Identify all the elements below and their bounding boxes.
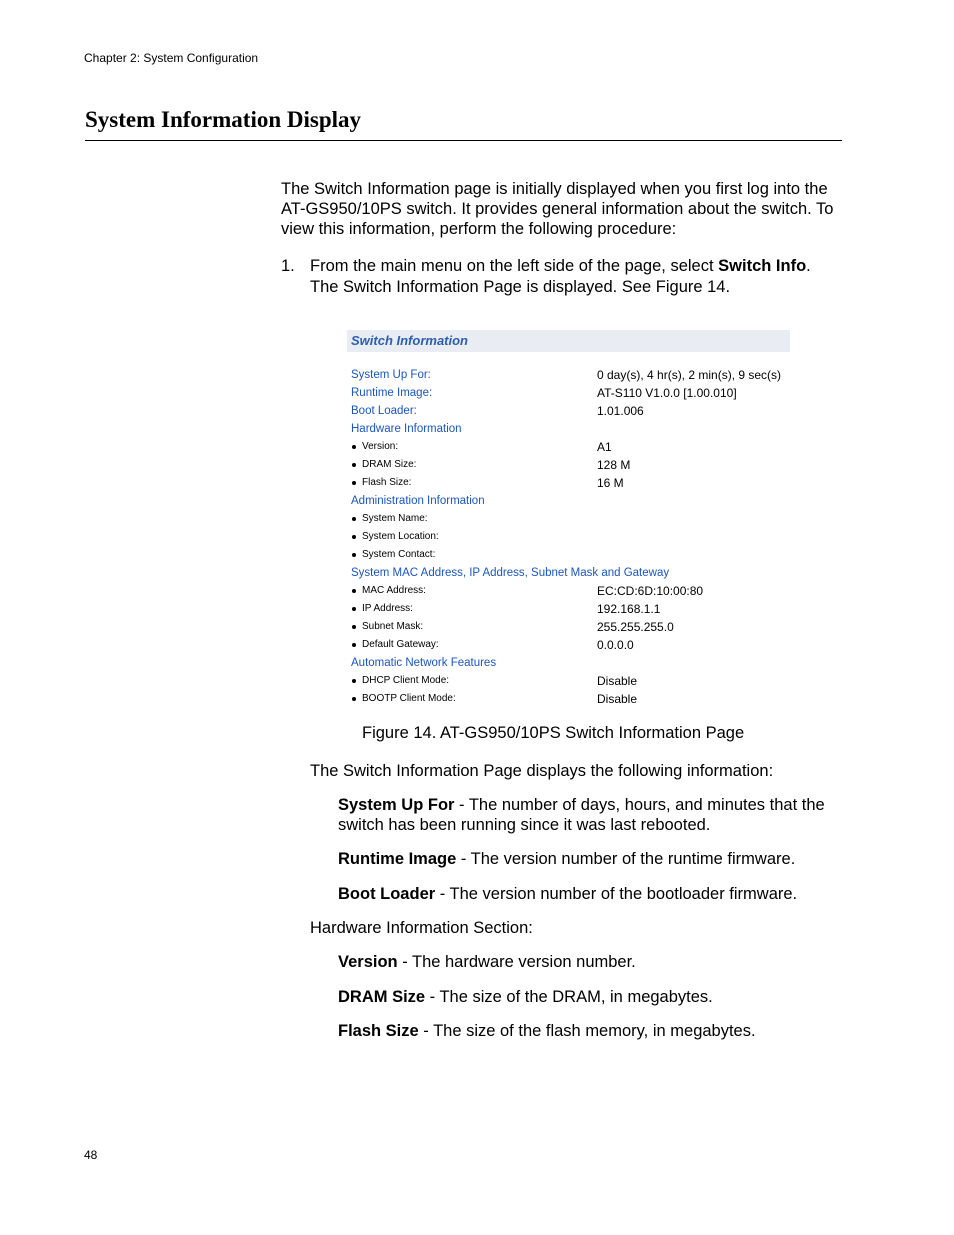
figure-value: Disable [597, 692, 638, 706]
page-number: 48 [84, 1148, 98, 1162]
hardware-section-heading: Hardware Information Section: [310, 919, 533, 937]
desc-term: System Up For [338, 796, 455, 814]
figure-row [347, 366, 790, 384]
figure-label: System Up For: [351, 369, 431, 381]
figure-row [347, 384, 790, 402]
figure-sub-label: MAC Address: [362, 582, 426, 600]
figure-row [347, 474, 790, 492]
desc-term: DRAM Size [338, 988, 426, 1006]
figure-rows [347, 366, 790, 708]
running-header: Chapter 2: System Configuration [84, 51, 259, 65]
figure-value: 192.168.1.1 [597, 602, 661, 616]
desc-flash-size [338, 1021, 848, 1041]
desc-text: - The version number of the bootloader firmware. [435, 885, 798, 903]
figure-sub-label: System Location: [362, 528, 439, 546]
desc-term: Runtime Image [338, 850, 457, 868]
switch-information-figure [347, 330, 790, 710]
figure-label: Runtime Image: [351, 387, 433, 399]
step-line-2: The Switch Information Page is displayed. See Figure 14. [310, 278, 731, 296]
figure-row [347, 438, 790, 456]
step-body [310, 256, 841, 298]
figure-value: A1 [597, 440, 612, 454]
figure-value: 0 day(s), 4 hr(s), 2 min(s), 9 sec(s) [597, 368, 782, 382]
figure-value: EC:CD:6D:10:00:80 [597, 584, 704, 598]
figure-sub-label: IP Address: [362, 600, 413, 618]
figure-label: Hardware Information [351, 423, 462, 435]
figure-value: AT-S110 V1.0.0 [1.00.010] [597, 386, 737, 400]
figure-row [347, 528, 790, 546]
figure-sub-label: Default Gateway: [362, 636, 439, 654]
desc-term: Version [338, 953, 398, 971]
figure-row [347, 420, 790, 438]
figure-label: System MAC Address, IP Address, Subnet Mask and Gateway [351, 567, 670, 579]
desc-term: Flash Size [338, 1022, 419, 1040]
figure-row [347, 636, 790, 654]
desc-text: - The version number of the runtime firmware. [456, 850, 796, 868]
desc-term: Boot Loader [338, 885, 436, 903]
figure-value: Disable [597, 674, 638, 688]
figure-row [347, 402, 790, 420]
title-rule [85, 140, 842, 141]
figure-sub-label: DRAM Size: [362, 456, 416, 474]
figure-value: 16 M [597, 476, 624, 490]
desc-runtime-image [338, 849, 848, 869]
figure-row [347, 600, 790, 618]
figure-value: 128 M [597, 458, 631, 472]
section-title: System Information Display [85, 107, 362, 132]
figure-sub-label: BOOTP Client Mode: [362, 690, 456, 708]
step-text-before: From the main menu on the left side of the page, select [310, 257, 719, 275]
figure-value: 0.0.0.0 [597, 638, 634, 652]
figure-sub-label: DHCP Client Mode: [362, 672, 449, 690]
figure-label: Boot Loader: [351, 405, 417, 417]
desc-text: - The size of the flash memory, in megabytes. [418, 1022, 756, 1040]
figure-row [347, 654, 790, 672]
figure-row [347, 546, 790, 564]
figure-sub-label: Subnet Mask: [362, 618, 423, 636]
desc-dram-size [338, 987, 848, 1007]
figure-sub-label: System Contact: [362, 546, 435, 564]
figure-row [347, 672, 790, 690]
step-bold-term: Switch Info [718, 257, 807, 275]
intro-paragraph: The Switch Information page is initially displayed when you first log into the AT-GS950/10PS switch. It provides general information about the switch. To view this information, perform the following procedure: [281, 180, 834, 238]
figure-sub-label: Flash Size: [362, 474, 411, 492]
figure-sub-label: System Name: [362, 510, 428, 528]
figure-row [347, 456, 790, 474]
step-text-after: . [806, 257, 811, 275]
figure-sub-label: Version: [362, 438, 398, 456]
figure-row [347, 492, 790, 510]
figure-header: Switch Information [347, 330, 790, 352]
desc-version [338, 952, 848, 972]
figure-caption: Figure 14. AT-GS950/10PS Switch Information Page [362, 724, 745, 742]
step-number: 1. [281, 257, 295, 275]
desc-text: - The hardware version number. [397, 953, 636, 971]
procedure-step-1 [281, 256, 841, 298]
figure-value: 1.01.006 [597, 404, 644, 418]
figure-row [347, 582, 790, 600]
desc-text: - The number of days, hours, and minutes that the switch has been running since it was last rebooted. [338, 796, 825, 834]
desc-system-up-for [338, 795, 848, 835]
figure-row [347, 564, 790, 582]
figure-value: 255.255.255.0 [597, 620, 674, 634]
desc-text: - The size of the DRAM, in megabytes. [425, 988, 713, 1006]
after-figure-text: The Switch Information Page displays the following information: [310, 762, 774, 780]
figure-label: Automatic Network Features [351, 657, 497, 669]
figure-row [347, 690, 790, 708]
figure-row [347, 618, 790, 636]
figure-label: Administration Information [351, 495, 485, 507]
desc-boot-loader [338, 884, 848, 904]
figure-row [347, 510, 790, 528]
